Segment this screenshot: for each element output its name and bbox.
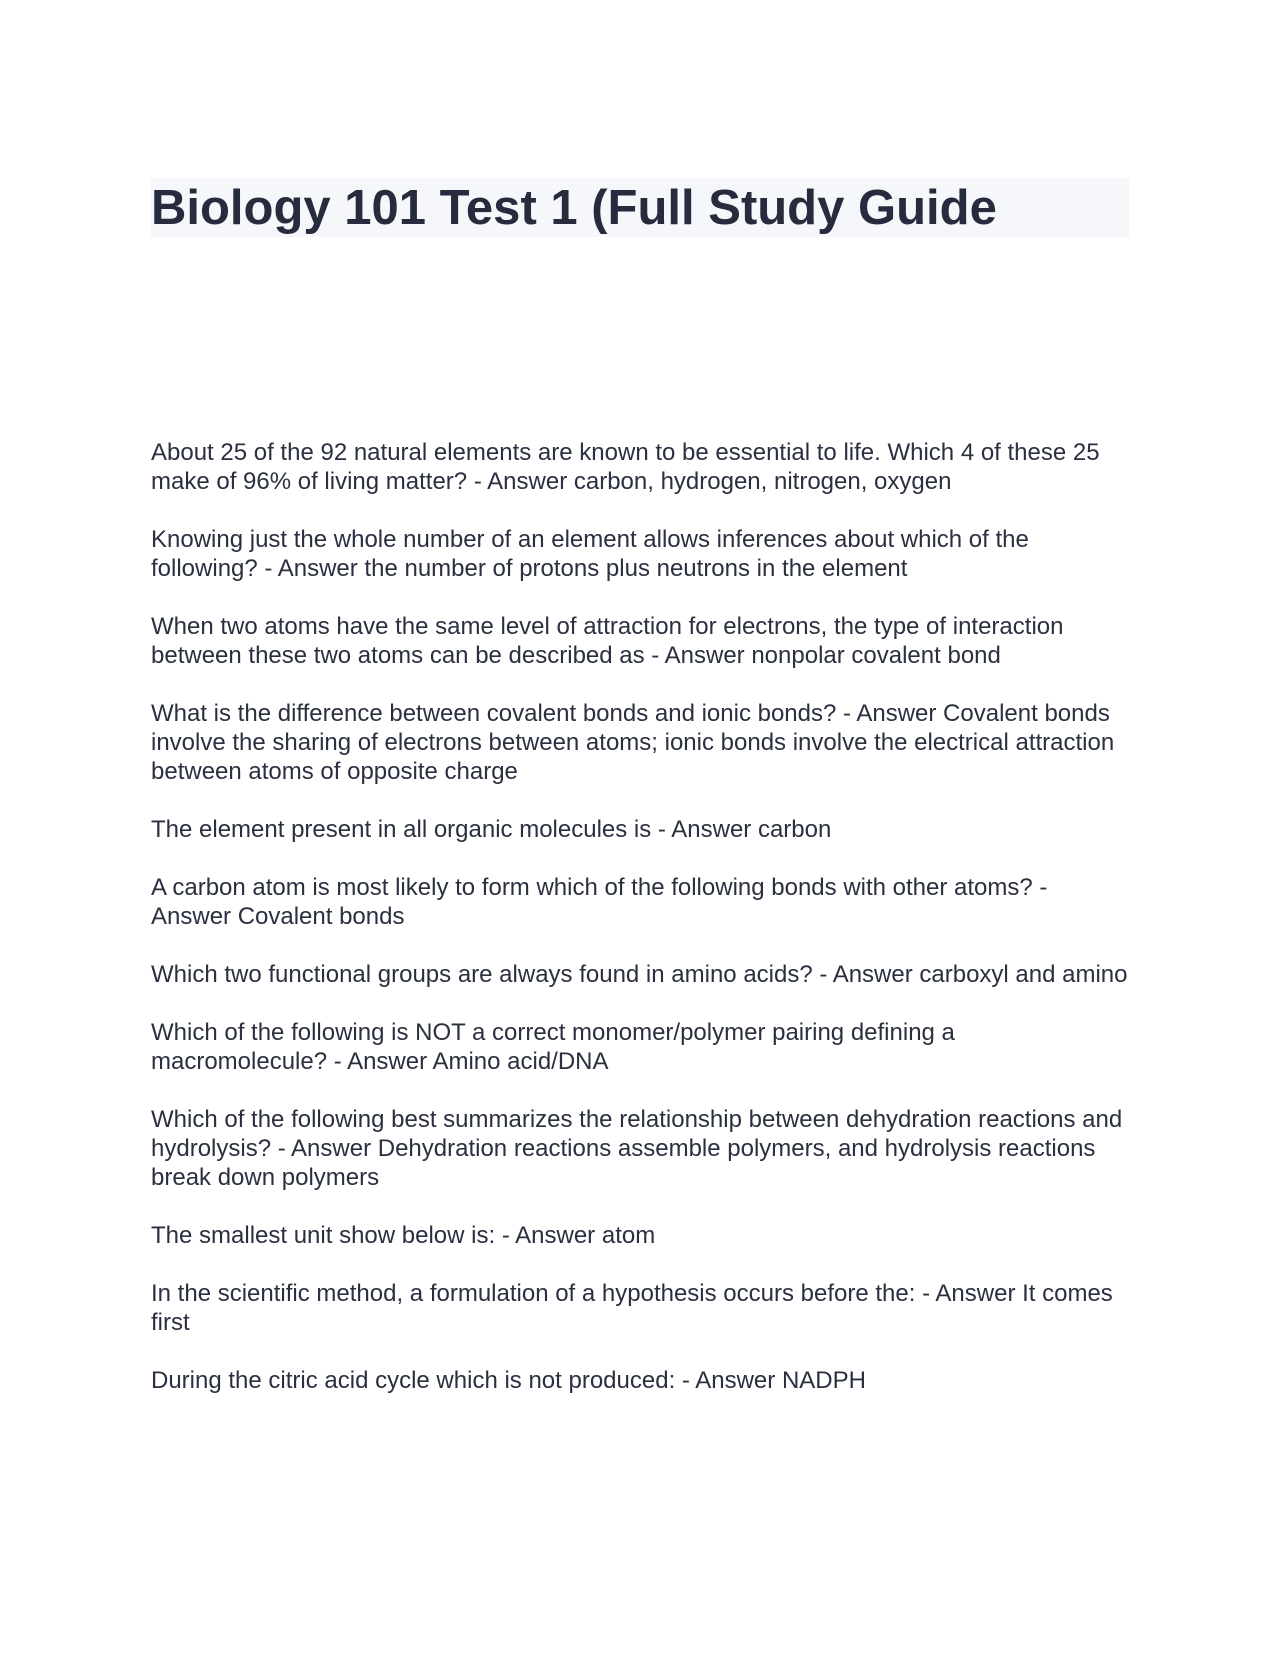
qa-item-6: A carbon atom is most likely to form which of the following bonds with other atoms? - Answer Covalent bonds	[151, 874, 1048, 930]
qa-item-5: The element present in all organic molecules is - Answer carbon	[151, 816, 832, 843]
qa-item-10: The smallest unit show below is: - Answer atom	[151, 1222, 656, 1249]
qa-item-11: In the scientific method, a formulation of a hypothesis occurs before the: - Answer It comes first	[151, 1280, 1113, 1336]
qa-item-8: Which of the following is NOT a correct monomer/polymer pairing defining a macromolecule? - Answer Amino acid/DNA	[151, 1019, 955, 1075]
title-block	[151, 178, 1129, 237]
question-answer-list	[151, 438, 1131, 1424]
qa-item-9: Which of the following best summarizes the relationship between dehydration reactions and hydrolysis? - Answer Dehydration reactions assemble polymers, and hydrolysis reactions break down polymers	[151, 1106, 1123, 1191]
qa-item-4: What is the difference between covalent bonds and ionic bonds? - Answer Covalent bonds involve the sharing of electrons between atoms; ionic bonds involve the electrical attraction between atoms of opposite charge	[151, 700, 1115, 785]
qa-item-7: Which two functional groups are always found in amino acids? - Answer carboxyl and amino	[151, 961, 1128, 988]
qa-item-2: Knowing just the whole number of an element allows inferences about which of the following? - Answer the number of protons plus neutrons in the element	[151, 526, 1029, 582]
qa-item-12: During the citric acid cycle which is not produced: - Answer NADPH	[151, 1367, 866, 1394]
qa-item-3: When two atoms have the same level of attraction for electrons, the type of interaction between these two atoms can be described as - Answer nonpolar covalent bond	[151, 613, 1064, 669]
document-title: Biology 101 Test 1 (Full Study Guide	[151, 181, 997, 235]
qa-item-1: About 25 of the 92 natural elements are known to be essential to life. Which 4 of these 25 make of 96% of living matter? - Answer carbon, hydrogen, nitrogen, oxygen	[151, 439, 1100, 495]
